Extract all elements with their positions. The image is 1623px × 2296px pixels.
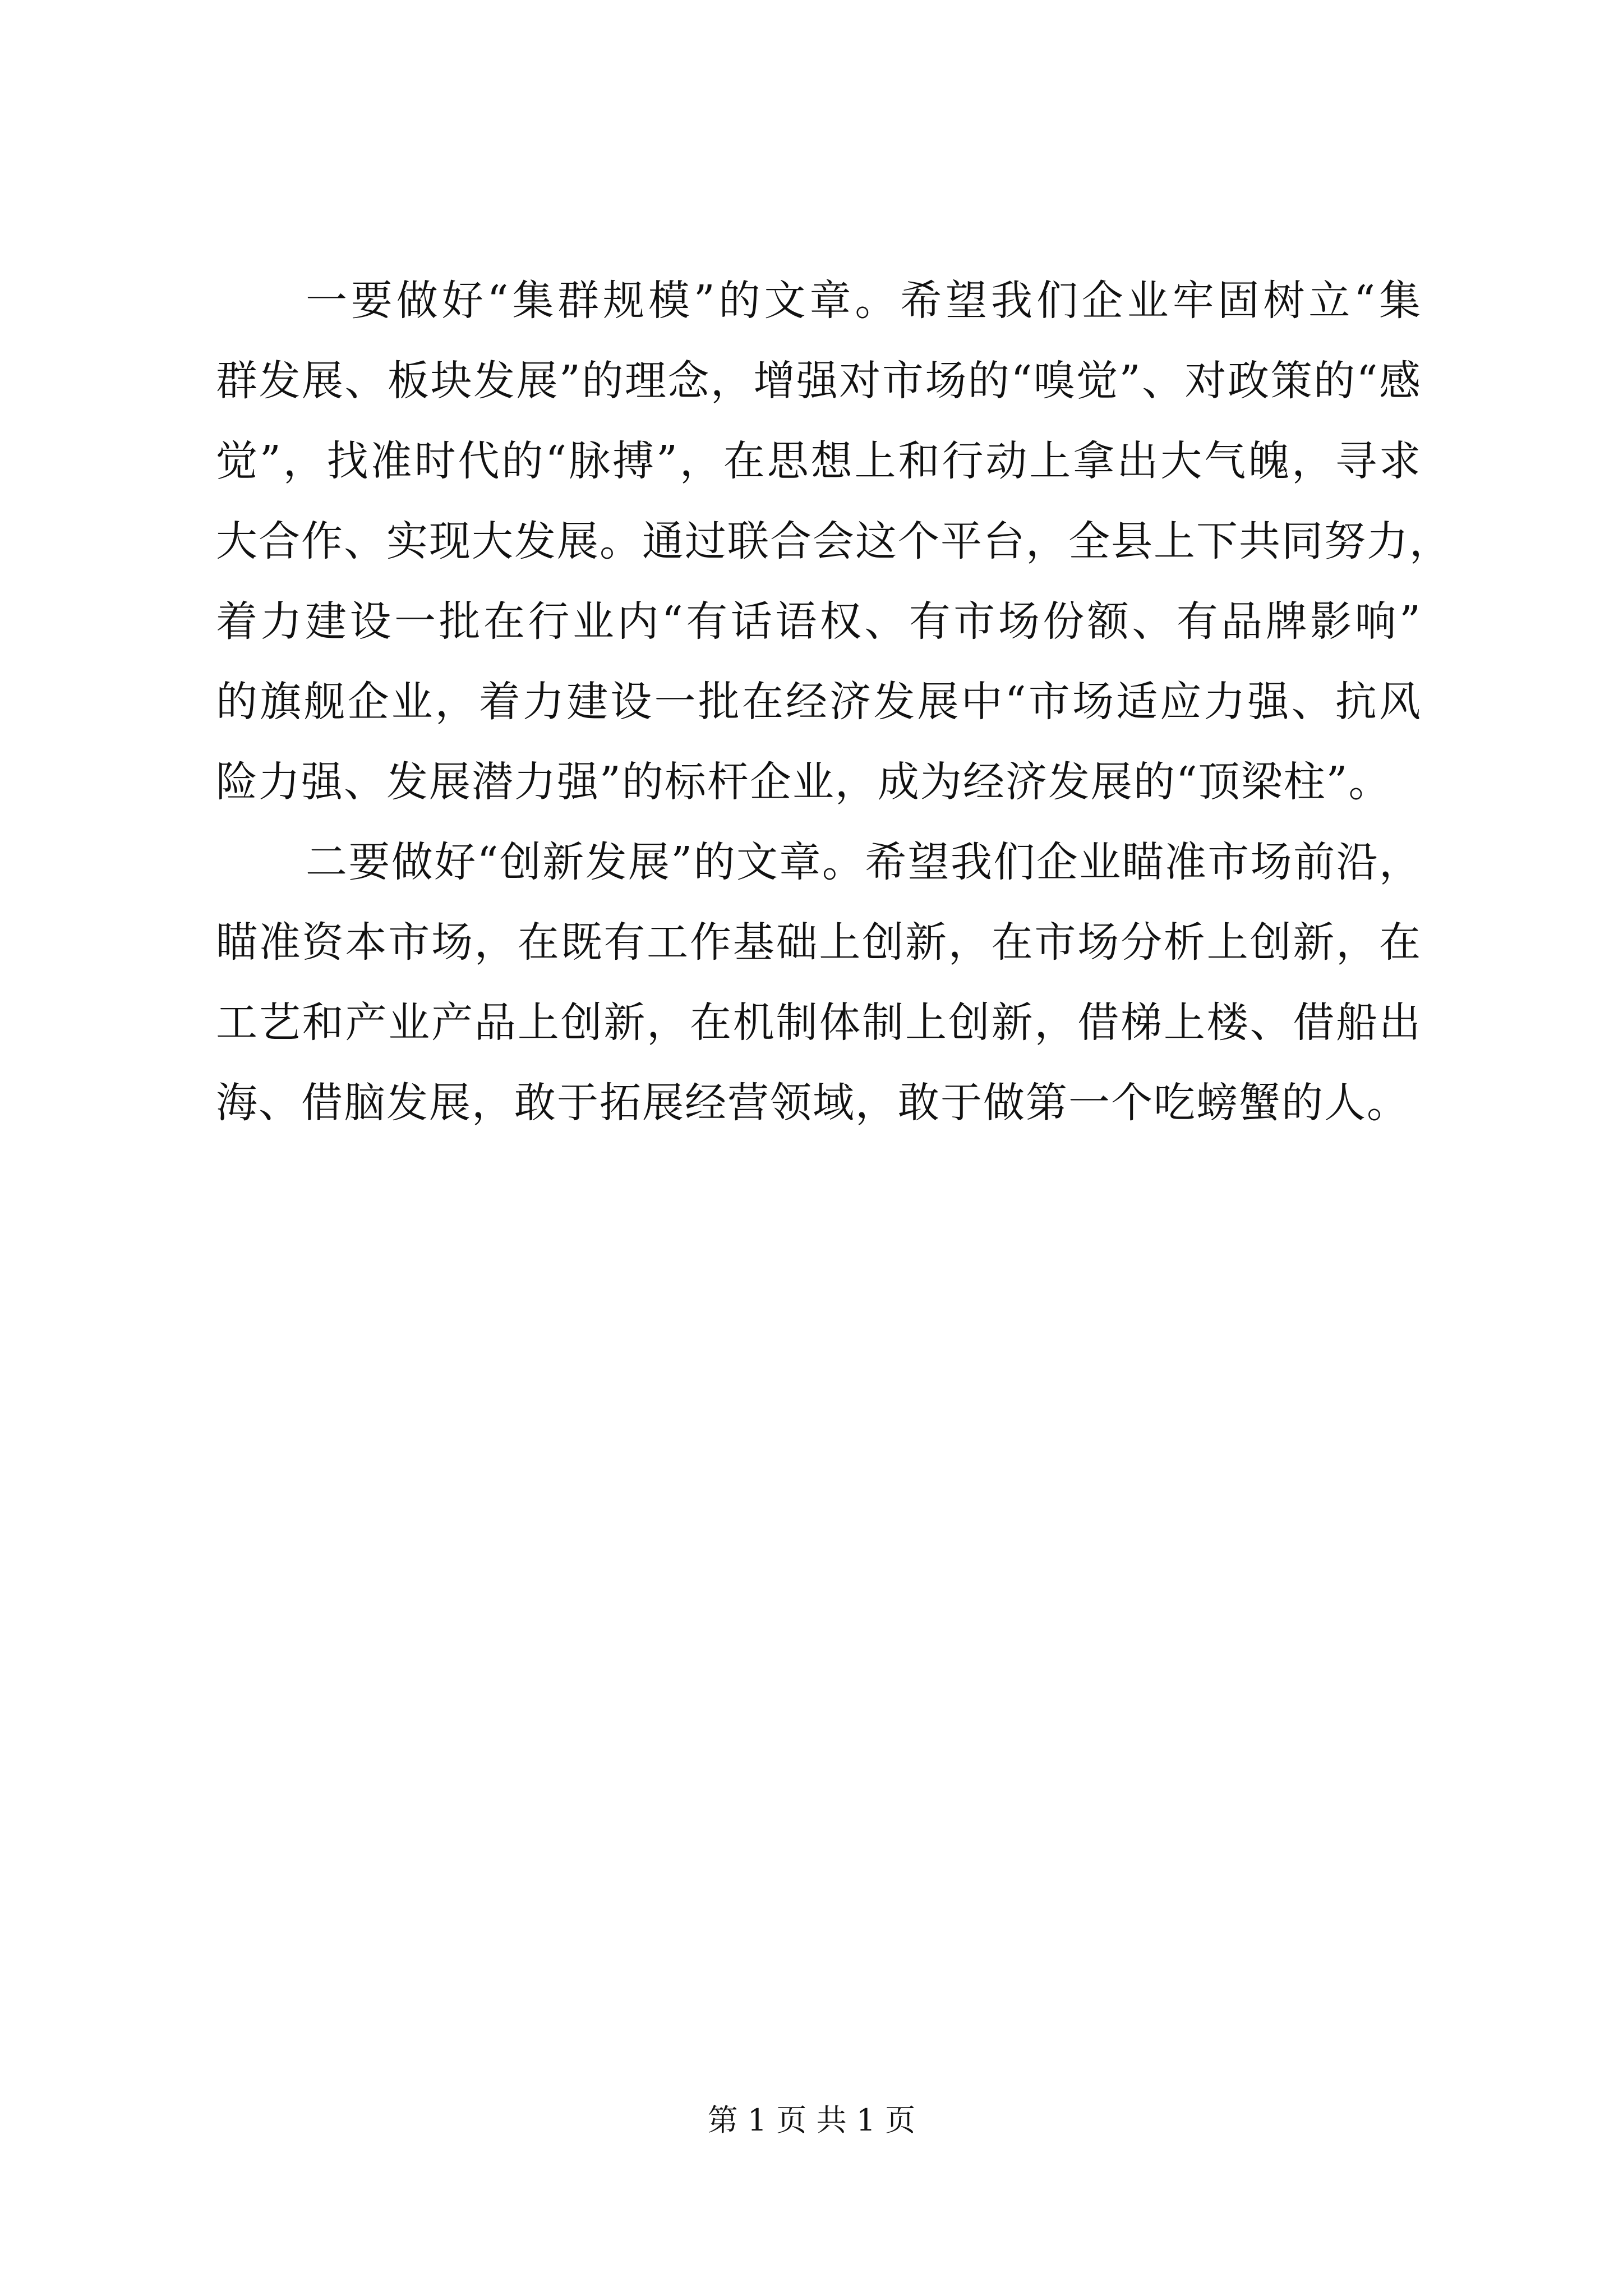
paragraph-line: 瞄准资本市场，在既有工作基础上创新，在市场分析上创新，在	[216, 918, 1422, 967]
paragraph-line: 工艺和产业产品上创新，在机制体制上创新，借梯上楼、借船出	[216, 999, 1422, 1047]
paragraph-line: 二要做好“创新发展”的文章。希望我们企业瞄准市场前沿，	[306, 838, 1422, 886]
document-body	[216, 261, 1452, 1143]
paragraph-line: 海、借脑发展，敢于拓展经营领域，敢于做第一个吃螃蟹的人。	[216, 1079, 1409, 1127]
paragraph-cluster-scale	[216, 261, 1452, 822]
paragraph-line: 大合作、实现大发展。通过联合会这个平台，全县上下共同努力，	[216, 517, 1452, 565]
paragraph-innovation	[216, 822, 1422, 1143]
paragraph-line: 的旗舰企业，着力建设一批在经济发展中“市场适应力强、抗风	[216, 678, 1422, 726]
page-footer: 第 1 页 共 1 页	[707, 2102, 916, 2138]
paragraph-line: 险力强、发展潜力强”的标杆企业，成为经济发展的“顶梁柱”。	[216, 758, 1391, 806]
paragraph-line: 觉”，找准时代的“脉搏”，在思想上和行动上拿出大气魄，寻求	[216, 437, 1422, 485]
paragraph-line: 群发展、板块发展”的理念，增强对市场的“嗅觉”、对政策的“感	[216, 357, 1422, 405]
paragraph-line: 一要做好“集群规模”的文章。希望我们企业牢固树立“集	[306, 277, 1422, 325]
paragraph-line: 着力建设一批在行业内“有话语权、有市场份额、有品牌影响”	[216, 597, 1422, 646]
